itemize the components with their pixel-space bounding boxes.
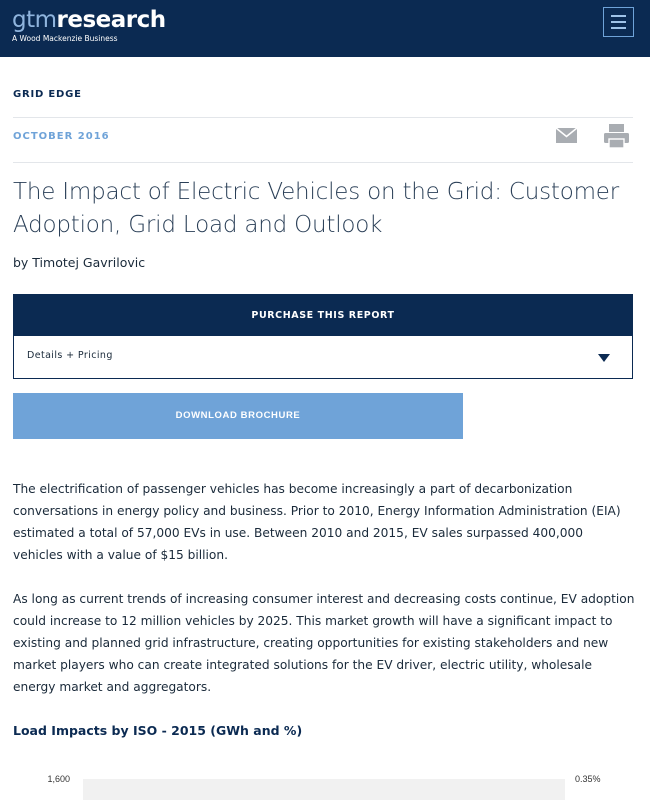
caret-down-icon [598,354,610,362]
logo-wordmark [12,7,166,33]
download-brochure-button[interactable]: DOWNLOAD BROCHURE [13,393,463,439]
divider [13,117,633,118]
load-impacts-chart [0,760,650,800]
hamburger-menu-icon-bar [611,27,626,29]
print-icon[interactable] [604,124,629,148]
purchase-panel [13,294,633,379]
body-paragraph: The electrification of passenger vehicles has become increasingly a part of decarbonization conversations in energy policy and business. Prior to 2010, Energy Information Administration (EIA) estimated a total of 57,000 EVs in use. Between 2010 and 2015, EV sales surpassed 400,000 vehicles with a value of $15 billion. [13,482,621,562]
section-label[interactable]: GRID EDGE [13,89,82,100]
hamburger-menu-icon-bar [611,21,626,23]
author-byline: by Timotej Gavrilovic [13,255,146,270]
purchase-header: PURCHASE THIS REPORT [14,295,632,336]
hamburger-menu-icon [611,15,626,17]
top-navigation-bar [0,0,650,57]
hamburger-menu-button[interactable] [603,7,634,37]
left-axis-tick-label: 1,600 [47,774,70,784]
page-title: The Impact of Electric Vehicles on the Grid: Customer Adoption, Grid Load and Outlook [13,179,619,238]
dropdown-label: Details + Pricing [27,350,113,361]
gtm-research-logo[interactable] [12,7,166,44]
right-axis-tick-label: 0.35% [575,774,601,784]
divider [13,162,633,163]
chart-title: Load Impacts by ISO - 2015 (GWh and %) [13,723,303,738]
chart-plot-area [83,779,565,800]
body-paragraph: As long as current trends of increasing consumer interest and decreasing costs continue, EV adoption could increase to 12 million vehicles by 2025. This market growth will have a significant impact to existing and planned grid infrastructure, creating opportunities for existing stakeholders and new market players who can create integrated solutions for the EV driver, electric utility, wholesale energy market and aggregators. [13,592,635,694]
logo-research: research [56,7,166,33]
details-pricing-dropdown[interactable] [14,336,632,378]
logo-tagline: A Wood Mackenzie Business [12,34,118,43]
logo-gtm: gtm [12,7,57,33]
mail-icon[interactable] [556,128,577,143]
publish-date: OCTOBER 2016 [13,131,110,142]
